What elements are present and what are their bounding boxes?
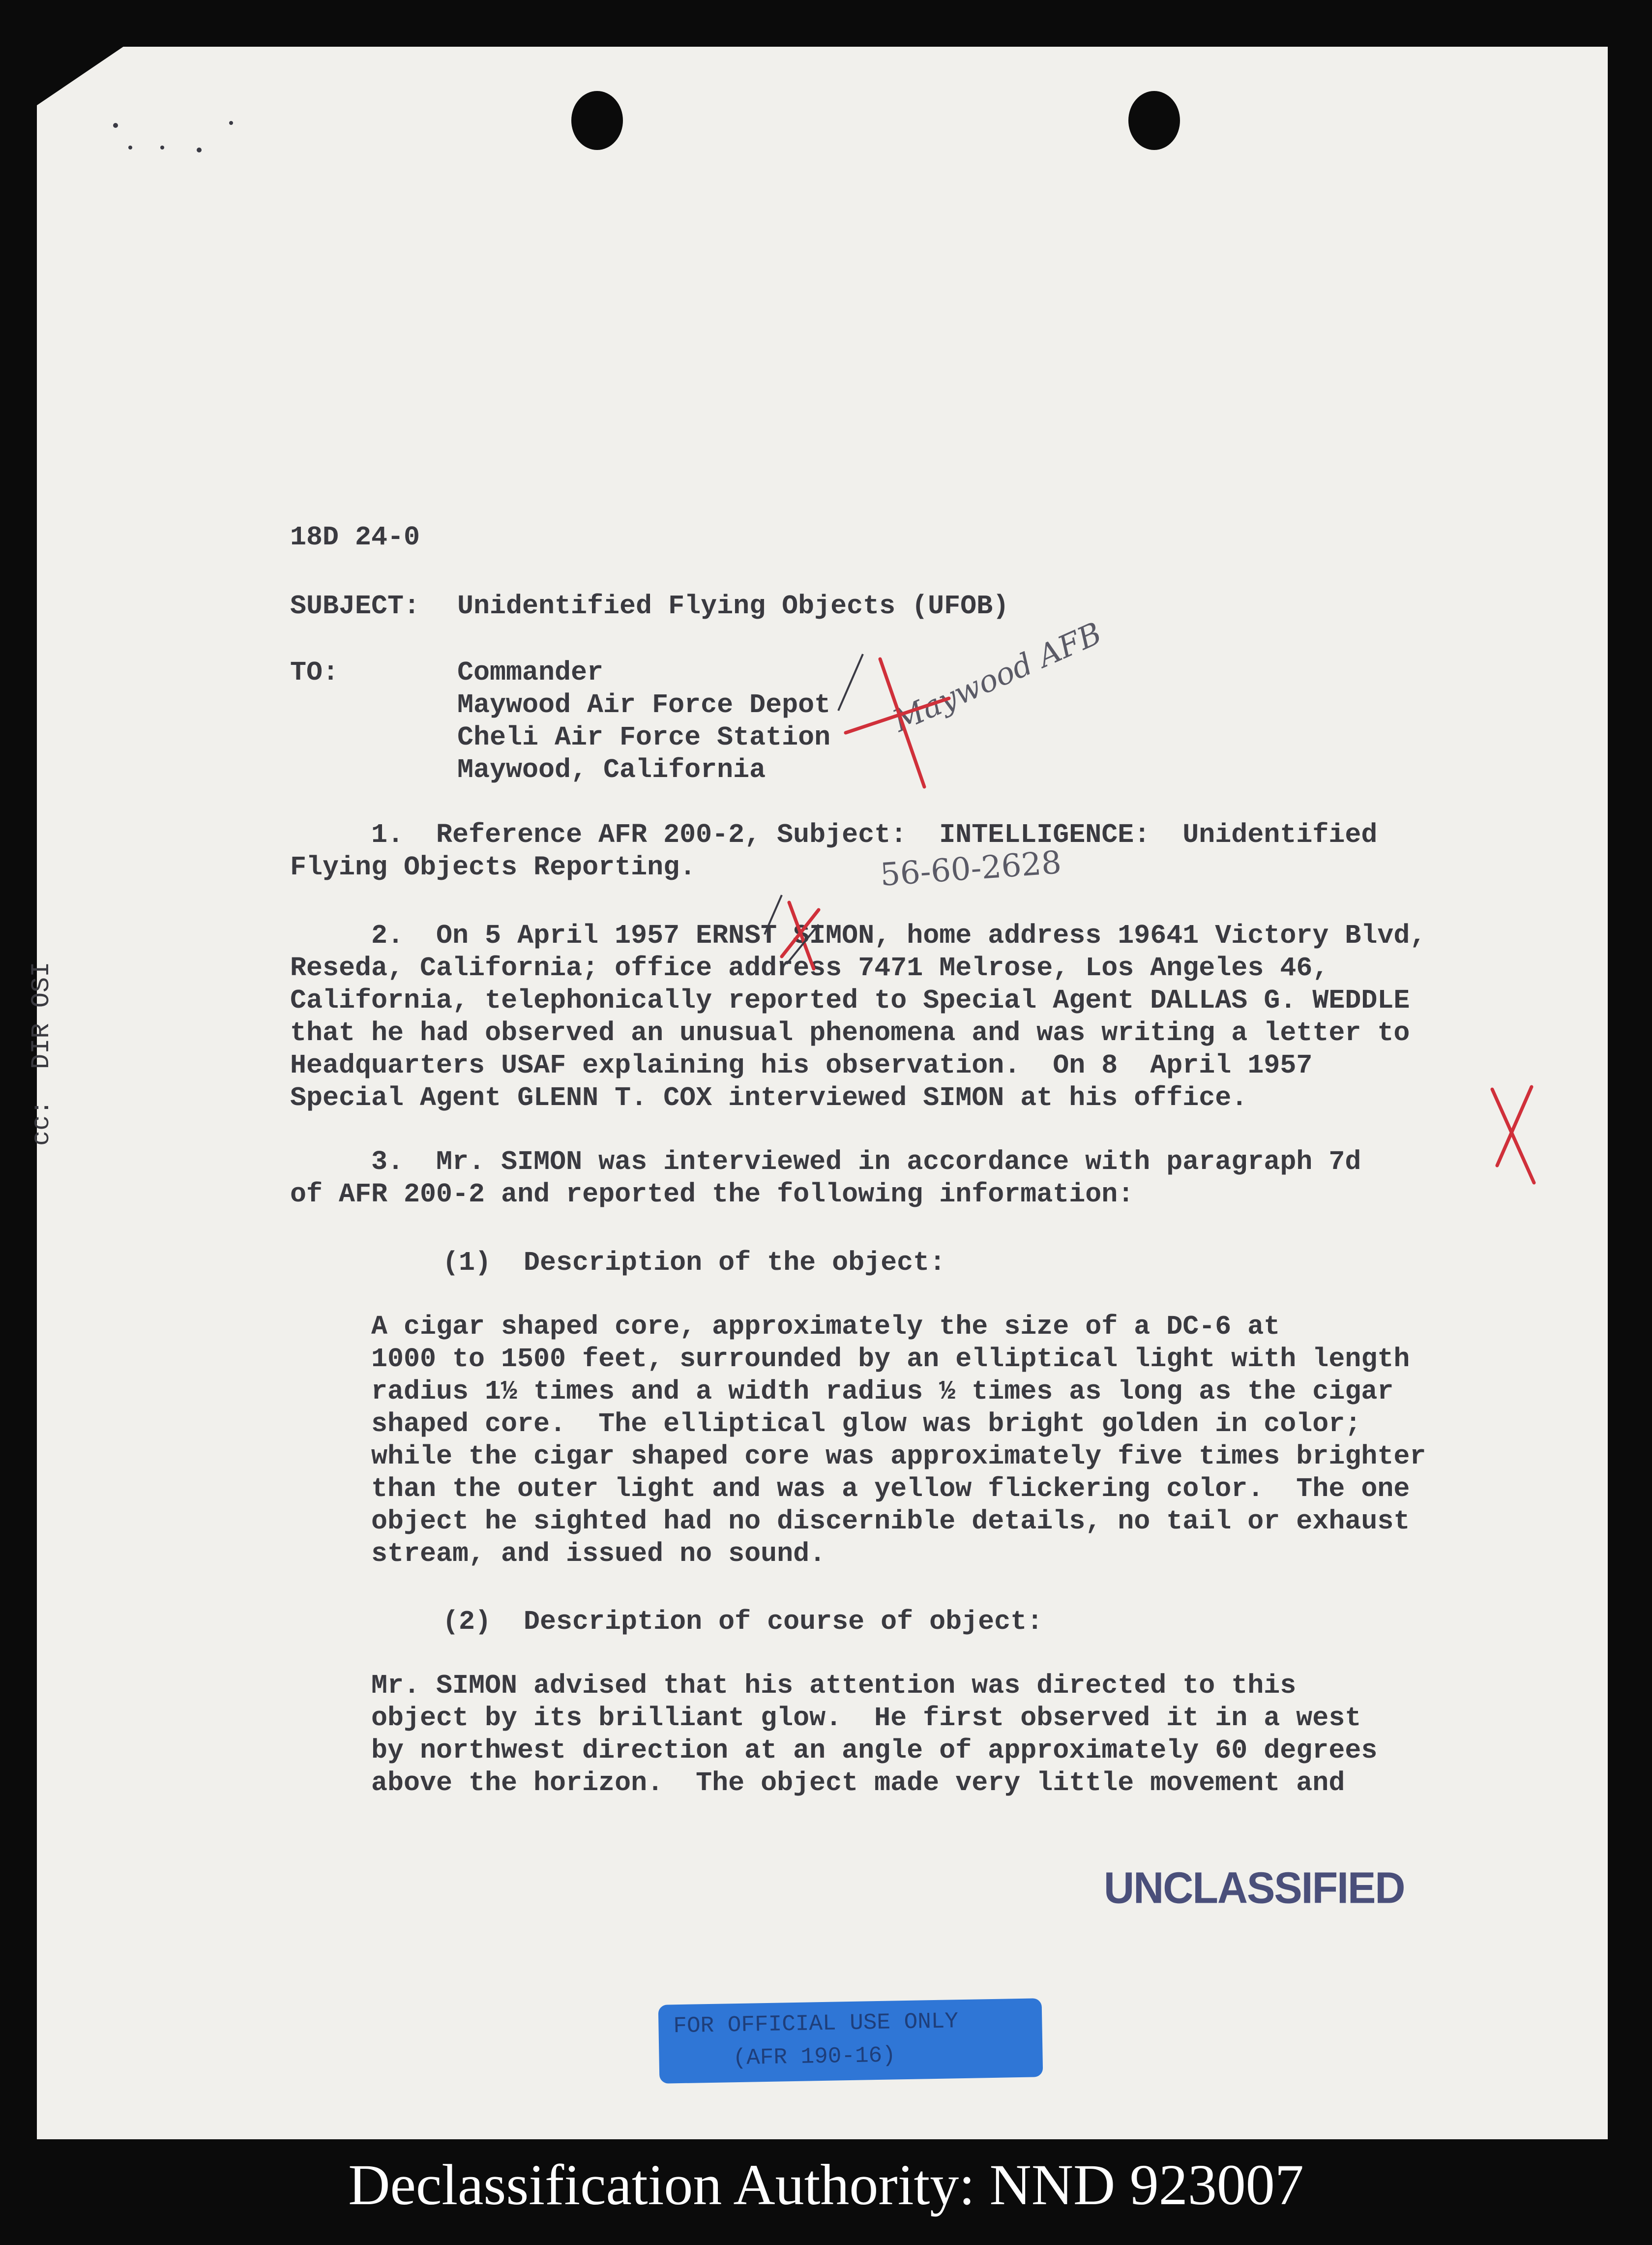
cc-margin-note: cc: DIR OSI (27, 961, 56, 1146)
red-x-stroke (782, 910, 819, 957)
speck-mark (160, 146, 164, 150)
fouo-line-2: (AFR 190-16) (733, 2042, 896, 2071)
text-line: Headquarters USAF explaining his observation. On 8 April 1957 (290, 1050, 1313, 1081)
speck-mark (128, 146, 132, 150)
text-line: California, telephonically reported to Special Agent DALLAS G. WEDDLE (290, 985, 1410, 1016)
text-line: that he had observed an unusual phenomena and was writing a letter to (290, 1018, 1410, 1048)
red-x-stroke (1497, 1087, 1532, 1166)
red-x-stroke (880, 659, 924, 787)
text-line: object by its brilliant glow. He first observed it in a west (371, 1703, 1361, 1734)
text-line: 2. On 5 April 1957 ERNST SIMON, home address 19641 Victory Blvd, (290, 920, 1426, 951)
text-line: Special Agent GLENN T. COX interviewed SIMON at his office. (290, 1082, 1248, 1113)
subsection-2-heading: (2) Description of course of object: (442, 1606, 1043, 1637)
subject-label: SUBJECT: (290, 591, 420, 622)
speck-mark (197, 148, 202, 152)
fouo-line-1: FOR OFFICIAL USE ONLY (673, 2008, 959, 2039)
text-line: A cigar shaped core, approximately the size of a DC-6 at (371, 1311, 1280, 1342)
file-number: 18D 24-0 (290, 522, 420, 553)
address-line: Maywood Air Force Depot (457, 689, 831, 720)
text-line: by northwest direction at an angle of approximately 60 degrees (371, 1735, 1378, 1766)
speck-mark (229, 121, 233, 125)
slash-mark (838, 654, 863, 711)
text-line: while the cigar shaped core was approximately five times brighter (371, 1441, 1426, 1472)
text-line: stream, and issued no sound. (371, 1538, 826, 1569)
subject-text: Unidentified Flying Objects (UFOB) (457, 591, 1009, 622)
text-line: radius 1½ times and a width radius ½ times as long as the cigar (371, 1376, 1394, 1407)
handwritten-maywood-note: Maywood AFB (887, 615, 1107, 739)
address-line: Cheli Air Force Station (457, 722, 831, 753)
subsection-1-heading: (1) Description of the object: (442, 1247, 946, 1278)
text-line: Reseda, California; office address 7471 Melrose, Los Angeles 46, (290, 953, 1329, 984)
text-line: object he sighted had no discernible details, no tail or exhaust (371, 1506, 1410, 1537)
text-line: than the outer light and was a yellow flickering color. The one (371, 1473, 1410, 1504)
text-line: 1. Reference AFR 200-2, Subject: INTELLIGENCE: Unidentified (290, 819, 1378, 850)
address-line: Commander (457, 657, 604, 688)
slash-mark (765, 895, 782, 934)
handwritten-file-number: 56-60-2628 (879, 844, 1063, 894)
fouo-stamp (658, 1998, 1043, 2084)
unclassified-stamp: UNCLASSIFIED (1104, 1863, 1405, 1913)
declassification-footer: Declassification Authority: NND 923007 (348, 2153, 1304, 2217)
text-line: of AFR 200-2 and reported the following information: (290, 1179, 1134, 1210)
text-line: 1000 to 1500 feet, surrounded by an elliptical light with length (371, 1344, 1410, 1375)
text-line: Mr. SIMON advised that his attention was directed to this (371, 1670, 1297, 1701)
text-line: above the horizon. The object made very little movement and (371, 1767, 1345, 1798)
text-line: 3. Mr. SIMON was interviewed in accordance with paragraph 7d (290, 1146, 1361, 1177)
text-line: shaped core. The elliptical glow was bright golden in color; (371, 1408, 1361, 1439)
red-x-stroke (1492, 1089, 1534, 1183)
text-line: Flying Objects Reporting. (290, 852, 696, 883)
to-label: TO: (290, 657, 339, 688)
speck-mark (113, 123, 118, 128)
address-line: Maywood, California (457, 754, 766, 785)
